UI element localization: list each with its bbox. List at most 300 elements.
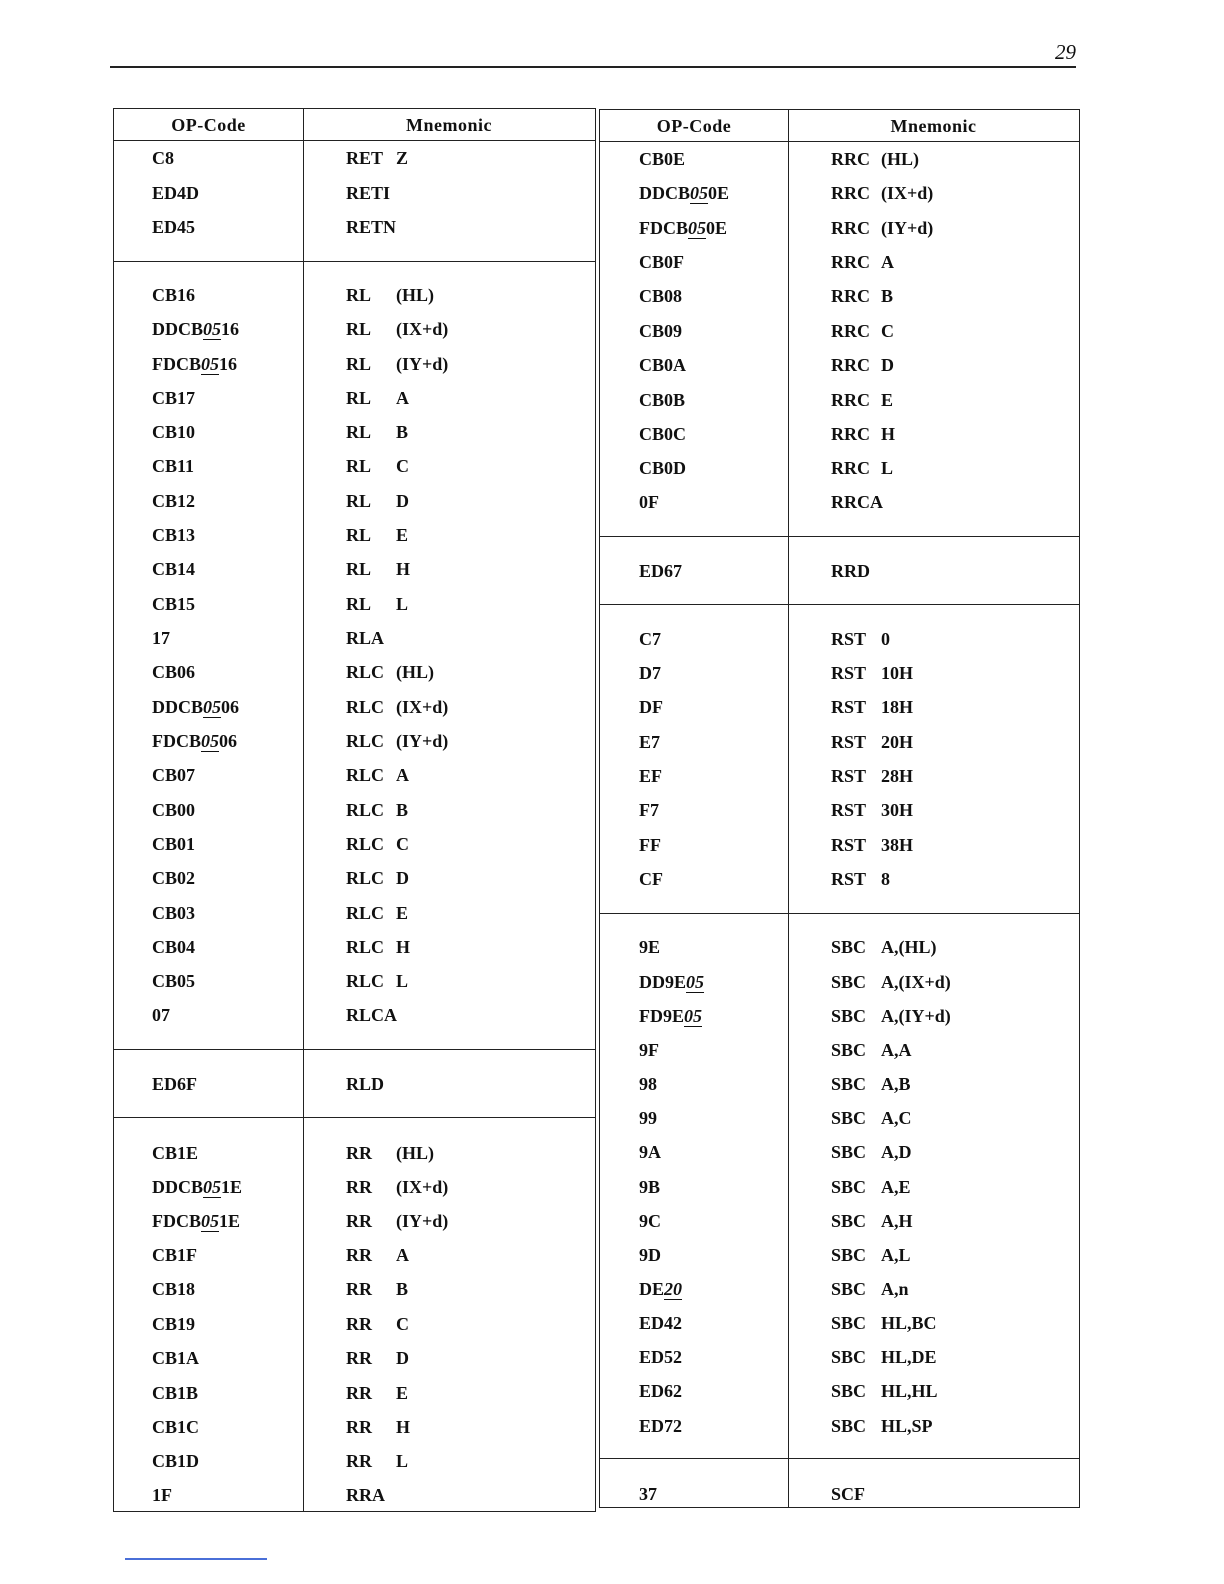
operand: A [396,388,409,408]
mnemonic-cell [831,1374,938,1408]
operand: B [881,286,894,306]
operand: E [396,1383,409,1403]
instruction: SBC [831,937,867,957]
mnemonic-cell [346,1307,409,1341]
displacement-byte: 05 [688,218,706,238]
instruction: RR [346,1177,372,1197]
mnemonic-cell [831,554,881,588]
table-row [600,314,1079,348]
opcode-part: DF [639,697,663,717]
opcode-part: CB07 [152,765,196,785]
displacement-byte: 05 [201,731,219,751]
mnemonic-cell [346,484,409,518]
opcode-cell [639,279,682,313]
opcode-part: CB1E [152,1143,199,1163]
table-row [114,655,595,689]
table-header [600,110,1079,142]
operand: B [396,1279,409,1299]
opcode-cell [639,1033,659,1067]
mnemonic-cell [346,1136,434,1170]
mnemonic-cell [346,793,408,827]
opcode-part: 06 [221,697,240,717]
operand: (HL) [396,662,434,682]
operand: L [881,458,894,478]
instruction: RRD [831,561,870,581]
instruction: RST [831,869,867,889]
table-row [600,485,1079,519]
opcode-cell [639,828,661,862]
table-row [114,381,595,415]
mnemonic-cell [346,1478,396,1512]
table-row [114,793,595,827]
operand: A,(HL) [881,937,937,957]
operand: D [396,491,409,511]
opcode-cell [152,1478,172,1512]
opcode-part: 9C [639,1211,661,1231]
mnemonic-column-header: Mnemonic [890,116,977,136]
opcode-cell [639,725,660,759]
instruction: RRC [831,355,870,375]
opcode-part: CB1F [152,1245,197,1265]
displacement-byte: 05 [684,1006,702,1026]
instruction: RST [831,800,867,820]
mnemonic-cell [346,690,448,724]
displacement-byte: 20 [664,1279,683,1299]
operand: (HL) [396,1143,434,1163]
opcode-part: C8 [152,148,174,168]
operand: A,B [881,1074,911,1094]
table-row [600,176,1079,210]
opcode-cell [152,655,195,689]
operand: A,E [881,1177,911,1197]
instruction: RLC [346,662,385,682]
instruction: RR [346,1143,372,1163]
mnemonic-column-header: Mnemonic [406,115,492,135]
instruction: RLC [346,697,385,717]
table-row [600,1033,1079,1067]
opcode-cell [639,1340,682,1374]
mnemonic-cell [831,759,913,793]
opcode-cell [152,1307,195,1341]
table-row [114,861,595,895]
opcode-cell [152,484,195,518]
mnemonic-cell [831,1204,913,1238]
operand: D [396,868,409,888]
instruction: RL [346,388,372,408]
table-row [114,1410,595,1444]
opcode-cell [639,451,686,485]
opcode-cell [639,1204,661,1238]
opcode-cell [152,998,170,1032]
opcode-cell [639,554,682,588]
mnemonic-cell [831,1306,937,1340]
operand: (IY+d) [396,354,449,374]
opcode-part: E7 [639,732,661,752]
instruction: RST [831,766,867,786]
instruction: RR [346,1451,372,1471]
operand: (IY+d) [396,1211,449,1231]
table-row [114,312,595,346]
operand: A [396,1245,409,1265]
table-row [114,1376,595,1410]
instruction: RR [346,1279,372,1299]
mnemonic-cell [346,1272,408,1306]
table-row [114,690,595,724]
table-row [114,1067,595,1101]
instruction: RETN [346,217,397,237]
opcode-cell [152,1444,199,1478]
mnemonic-cell [831,279,893,313]
mnemonic-cell [831,1170,911,1204]
opcode-part: CB16 [152,285,196,305]
instruction: RRC [831,390,870,410]
opcode-part: 9B [639,1177,661,1197]
table-row [600,1170,1079,1204]
operand: E [396,903,409,923]
table-row [114,587,595,621]
table-row [600,1306,1079,1340]
table-row [114,347,595,381]
opcode-cell [639,1306,682,1340]
opcode-cell [639,245,684,279]
mnemonic-cell [346,1238,409,1272]
instruction: RL [346,525,372,545]
table-row [114,141,595,175]
displacement-byte: 05 [203,697,222,717]
table-row [600,142,1079,176]
opcode-cell [152,1410,199,1444]
opcode-part: CB10 [152,422,196,442]
opcode-part: 06 [219,731,237,751]
operand: (IY+d) [881,218,934,238]
mnemonic-cell [831,1033,912,1067]
opcode-part: 1E [219,1211,241,1231]
mnemonic-cell [831,1477,881,1511]
mnemonic-cell [831,417,895,451]
instruction: RRC [831,458,870,478]
operand: HL,DE [881,1347,937,1367]
mnemonic-cell [346,347,448,381]
table-row [114,176,595,210]
opcode-cell [639,999,702,1033]
mnemonic-cell [831,211,933,245]
opcode-cell [639,1374,682,1408]
opcode-cell [152,176,199,210]
footer-rule [125,1558,267,1560]
table-row [114,1307,595,1341]
instruction: RLCA [346,1005,398,1025]
opcode-column-header: OP-Code [171,115,246,135]
mnemonic-cell [346,998,397,1032]
group-divider [600,913,1079,914]
table-row [600,1374,1079,1408]
instruction: RL [346,594,372,614]
mnemonic-cell [831,383,893,417]
opcode-part: 0E [706,218,728,238]
opcode-cell [152,758,195,792]
table-row [600,417,1079,451]
opcode-cell [152,861,195,895]
opcode-part: 07 [152,1005,170,1025]
mnemonic-cell [831,828,913,862]
mnemonic-cell [831,1272,909,1306]
opcode-part: DD9E [639,972,687,992]
operand: B [396,422,409,442]
operand: B [396,800,409,820]
mnemonic-cell [831,485,883,519]
instruction: RRC [831,252,870,272]
opcode-cell [639,1067,657,1101]
table-row [114,896,595,930]
instruction: RRA [346,1485,385,1505]
mnemonic-cell [346,552,410,586]
opcode-cell [639,211,727,245]
opcode-part: CB18 [152,1279,196,1299]
table-row [114,1170,595,1204]
opcode-cell [152,347,237,381]
group-divider [600,1458,1079,1459]
opcode-part: DE [639,1279,665,1299]
mnemonic-cell [831,622,890,656]
operand: (IX+d) [396,1177,449,1197]
table-row [600,211,1079,245]
opcode-cell [639,383,685,417]
opcode-cell [639,759,662,793]
opcode-part: 16 [221,319,240,339]
opcode-part: C7 [639,629,661,649]
opcode-cell [639,965,704,999]
mnemonic-cell [831,1067,911,1101]
mnemonic-cell [346,176,396,210]
instruction: RL [346,319,372,339]
opcode-part: FDCB [152,1211,201,1231]
operand: A,n [881,1279,909,1299]
opcode-cell [152,210,195,244]
mnemonic-cell [346,1444,408,1478]
table-row [600,999,1079,1033]
opcode-part: 9D [639,1245,661,1265]
instruction: SBC [831,1040,867,1060]
opcode-cell [152,587,195,621]
opcode-part: CB1B [152,1383,199,1403]
opcode-cell [152,1376,198,1410]
operand: H [396,937,411,957]
opcode-cell [152,930,195,964]
group-divider [114,261,595,262]
instruction: SBC [831,1074,867,1094]
mnemonic-cell [346,278,434,312]
instruction: RL [346,491,372,511]
instruction: RRC [831,149,870,169]
opcode-cell [639,176,729,210]
table-row [114,1341,595,1375]
opcode-cell [639,930,660,964]
operand: 28H [881,766,914,786]
instruction: RR [346,1383,372,1403]
opcode-cell [152,449,194,483]
opcode-part: CF [639,869,663,889]
table-row [114,278,595,312]
mnemonic-cell [346,1204,448,1238]
instruction: RST [831,835,867,855]
instruction: RL [346,559,372,579]
instruction: SBC [831,1142,867,1162]
opcode-cell [152,1238,197,1272]
opcode-table-left [113,108,596,1512]
table-row [600,348,1079,382]
operand: A,D [881,1142,912,1162]
instruction: SBC [831,1245,867,1265]
opcode-cell [152,690,239,724]
instruction: RST [831,732,867,752]
mnemonic-cell [346,1410,410,1444]
opcode-part: FD9E [639,1006,684,1026]
displacement-byte: 05 [690,183,709,203]
opcode-cell [639,417,686,451]
mnemonic-cell [346,1376,408,1410]
mnemonic-cell [346,758,409,792]
instruction: RLC [346,834,385,854]
mnemonic-cell [346,1170,448,1204]
instruction: RLC [346,903,385,923]
table-row [114,964,595,998]
mnemonic-cell [831,999,951,1033]
mnemonic-cell [346,827,409,861]
opcode-part: FDCB [639,218,688,238]
opcode-part: CB04 [152,937,196,957]
opcode-cell [152,1204,240,1238]
mnemonic-cell [831,862,890,896]
mnemonic-cell [831,690,913,724]
instruction: RRC [831,218,870,238]
operand: A,H [881,1211,913,1231]
table-row [114,827,595,861]
table-row [600,1067,1079,1101]
opcode-cell [639,348,686,382]
table-row [114,210,595,244]
opcode-part: ED4D [152,183,200,203]
opcode-cell [152,1341,199,1375]
mnemonic-cell [346,518,408,552]
opcode-cell [152,1067,197,1101]
table-row [114,449,595,483]
opcode-part: F7 [639,800,659,820]
table-row [600,930,1079,964]
opcode-part: CB14 [152,559,196,579]
operand: C [881,321,894,341]
opcode-part: CB15 [152,594,196,614]
table-row [600,245,1079,279]
operand: 30H [881,800,914,820]
opcode-part: CB01 [152,834,196,854]
opcode-part: CB03 [152,903,196,923]
opcode-cell [639,314,682,348]
table-row [114,415,595,449]
operand: C [396,1314,409,1334]
displacement-byte: 05 [686,972,705,992]
opcode-part: DDCB [152,697,204,717]
opcode-part: 9E [639,937,661,957]
table-header [114,109,595,141]
instruction: SBC [831,1006,867,1026]
opcode-cell [639,1170,660,1204]
operand: (IX+d) [396,319,449,339]
instruction: RRC [831,424,870,444]
table-row [600,1409,1079,1443]
operand: A,L [881,1245,911,1265]
opcode-part: DDCB [639,183,691,203]
operand: A [881,252,894,272]
operand: 38H [881,835,914,855]
operand: (HL) [396,285,434,305]
opcode-part: 1E [221,1177,243,1197]
table-row [114,1136,595,1170]
operand: (IX+d) [396,697,449,717]
mnemonic-cell [831,656,913,690]
mnemonic-cell [831,1340,937,1374]
opcode-part: ED52 [639,1347,683,1367]
table-row [600,862,1079,896]
operand: 10H [881,663,914,683]
mnemonic-cell [831,793,913,827]
opcode-cell [152,1136,198,1170]
instruction: RST [831,663,867,683]
table-row [600,759,1079,793]
mnemonic-cell [831,1135,912,1169]
operand: D [881,355,894,375]
operand: (IY+d) [396,731,449,751]
opcode-cell [639,1477,657,1511]
operand: 18H [881,697,914,717]
table-row [600,451,1079,485]
operand: A,(IY+d) [881,1006,951,1026]
mnemonic-cell [346,1341,409,1375]
instruction: RL [346,285,372,305]
instruction: RLC [346,868,385,888]
operand: Z [396,148,409,168]
operand: C [396,834,409,854]
opcode-cell [639,142,685,176]
mnemonic-cell [831,965,951,999]
opcode-part: FDCB [152,354,201,374]
instruction: RRC [831,321,870,341]
mnemonic-cell [346,312,448,346]
operand: E [396,525,409,545]
table-row [600,1238,1079,1272]
opcode-part: CB0B [639,390,686,410]
mnemonic-cell [346,896,408,930]
opcode-cell [152,827,195,861]
opcode-cell [639,485,659,519]
opcode-part: CB1C [152,1417,200,1437]
operand: H [881,424,896,444]
opcode-part: ED72 [639,1416,683,1436]
table-row [600,1477,1079,1511]
instruction: RLC [346,731,385,751]
opcode-cell [152,278,195,312]
mnemonic-cell [831,348,894,382]
opcode-part: CB1D [152,1451,200,1471]
opcode-part: ED42 [639,1313,683,1333]
table-row [600,1272,1079,1306]
operand: L [396,971,409,991]
opcode-part: 0E [708,183,730,203]
opcode-part: CB0E [639,149,686,169]
opcode-part: ED6F [152,1074,197,1094]
opcode-cell [152,415,195,449]
table-row [600,828,1079,862]
mnemonic-cell [346,655,434,689]
